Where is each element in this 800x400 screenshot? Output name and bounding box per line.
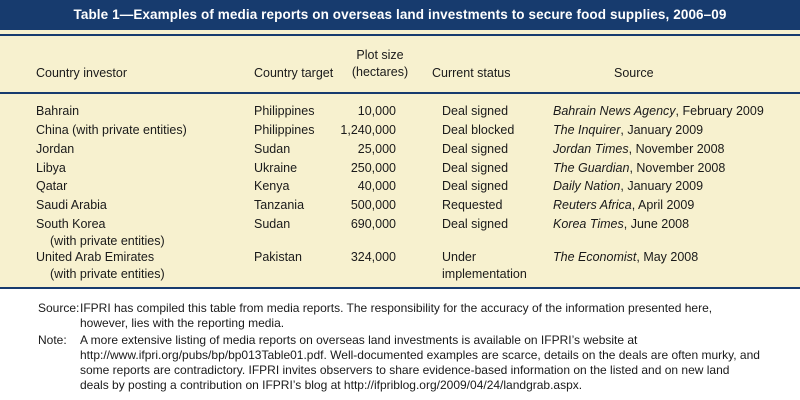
cell-country-target: Tanzania [254,198,305,212]
cell-country-investor: South Korea [36,217,106,231]
header-bottom-rule [0,92,800,94]
cell-plot-size: 500,000 [350,198,396,212]
cell-plot-size: 324,000 [350,250,396,264]
cell-country-target: Sudan [254,142,291,156]
cell-source-publication: Bahrain News Agency [553,104,676,118]
cell-source-date: , May 2008 [636,250,699,264]
cell-country-investor-line2: (with private entities) [50,267,165,281]
cell-current-status: Requested [442,198,503,212]
note-note-text: A more extensive listing of media reports on overseas land investments is available on IFPRI’s website at http://www.ifpri.org/pubs/bp/bp013Table01.pdf. Well-documented examples are scarce, details on the deals are often murky, and some reports are contradictory. IFPRI invites observers to share evidence-based information on the listed and on new land deals by posting a contribution on IFPRI’s blog at http://ifpriblog.org/2009/04/24/landgrab.aspx. [80,333,760,392]
cell-country-target: Philippines [254,123,315,137]
cell-country-target: Kenya [254,179,290,193]
cell-country-target: Ukraine [254,161,298,175]
cell-country-investor: Jordan [36,142,75,156]
table-bottom-rule [0,287,800,289]
cell-source-date: , November 2008 [628,142,725,156]
cell-source-publication: Jordan Times [553,142,629,156]
cell-country-target: Philippines [254,104,315,118]
table-notes [0,291,800,400]
cell-plot-size: 690,000 [350,217,396,231]
cell-source [553,161,725,176]
cell-current-status-line2: implementation [442,267,527,281]
cell-source [553,104,764,119]
header-plot-size [340,47,420,81]
cell-source-publication: The Inquirer [553,123,621,137]
cell-plot-size: 10,000 [357,104,396,118]
cell-source-date: , January 2009 [620,123,704,137]
note-source-text: IFPRI has compiled this table from media reports. The responsibility for the accuracy of the information presented here, however, lies with the reporting media. [80,301,713,330]
table-top-rule [0,34,800,36]
cell-source [553,179,703,194]
cell-country-investor: Bahrain [36,104,80,118]
cell-source [553,123,703,138]
cell-current-status: Deal signed [442,179,509,193]
cell-plot-size: 250,000 [350,161,396,175]
cell-source [553,250,698,265]
cell-current-status: Deal signed [442,161,509,175]
cell-plot-size: 25,000 [357,142,396,156]
cell-source [553,198,694,213]
cell-plot-size: 40,000 [357,179,396,193]
cell-source-date: , April 2009 [631,198,695,212]
header-current-status: Current status [432,66,511,80]
cell-source-date: , November 2008 [629,161,726,175]
data-table [0,30,800,289]
header-country-target: Country target [254,66,334,80]
cell-current-status: Deal signed [442,142,509,156]
cell-country-target: Pakistan [254,250,302,264]
cell-country-investor: United Arab Emirates [36,250,155,264]
cell-country-investor: Saudi Arabia [36,198,107,212]
cell-source-date: , June 2008 [623,217,690,231]
cell-country-investor: Libya [36,161,66,175]
cell-source-publication: Reuters Africa [553,198,632,212]
cell-country-target: Sudan [254,217,291,231]
cell-source [553,142,725,157]
cell-source-publication: Daily Nation [553,179,621,193]
cell-country-investor-line2: (with private entities) [50,234,165,248]
header-country-investor: Country investor [36,66,128,80]
cell-source-date: , February 2009 [675,104,764,118]
cell-current-status: Deal signed [442,104,509,118]
cell-current-status: Deal blocked [442,123,515,137]
note-note-label: Note: [38,333,67,347]
table-title: Table 1—Examples of media reports on overseas land investments to secure food supplies, 2006–09 [0,0,800,30]
cell-source-publication: Korea Times [553,217,624,231]
note-source-label: Source: [38,301,80,315]
cell-country-investor: Qatar [36,179,68,193]
header-source: Source [614,66,654,80]
cell-source-date: , January 2009 [620,179,704,193]
cell-plot-size: 1,240,000 [340,123,396,137]
header-plot-size-line1: Plot size [356,48,404,62]
cell-source [553,217,689,232]
cell-current-status: Under [442,250,477,264]
cell-current-status: Deal signed [442,217,509,231]
header-plot-size-line2: (hectares) [351,65,409,79]
cell-country-investor: China (with private entities) [36,123,187,137]
cell-source-publication: The Economist [553,250,637,264]
cell-source-publication: The Guardian [553,161,630,175]
